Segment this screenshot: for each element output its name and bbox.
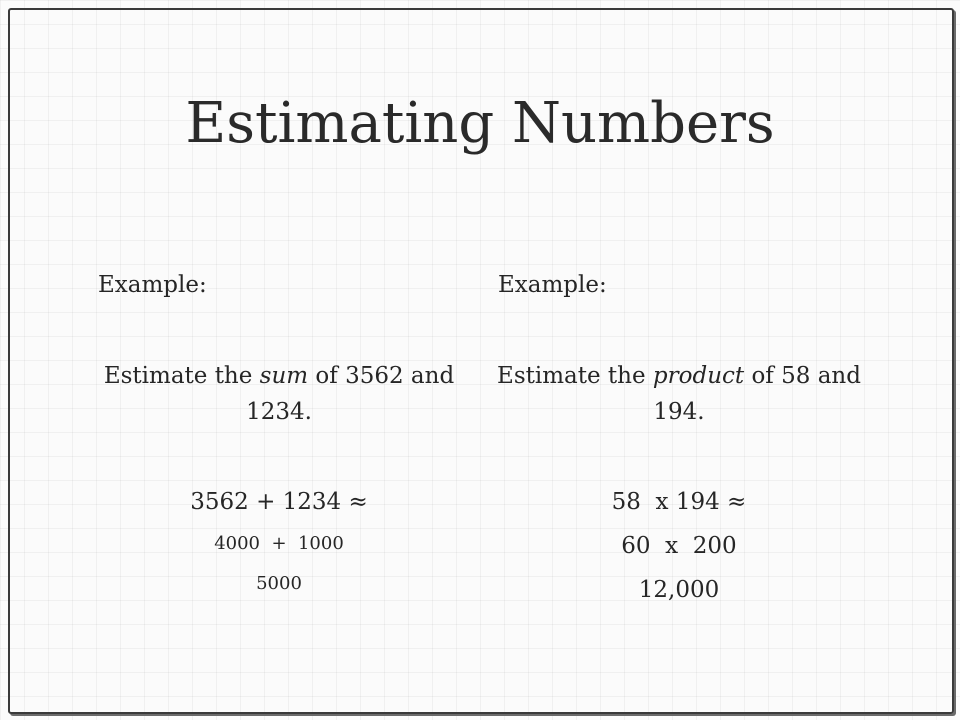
- right-example-column: [494, 268, 864, 612]
- right-example-work: [494, 480, 864, 612]
- left-example-column: [94, 268, 464, 604]
- right-prompt-end: of 58 and 194.: [653, 363, 861, 425]
- right-work-line-2: 60 x 200: [621, 533, 737, 559]
- right-example-prompt: [494, 358, 864, 430]
- left-example-work: [94, 480, 464, 604]
- left-example-prompt: [94, 358, 464, 430]
- left-example-label: Example:: [98, 272, 207, 298]
- right-prompt-emphasis: product: [652, 363, 745, 389]
- left-prompt-emphasis: sum: [259, 363, 309, 389]
- right-work-line-3: 12,000: [638, 577, 720, 603]
- right-prompt-start: Estimate the: [497, 363, 653, 389]
- right-example-label: Example:: [498, 272, 607, 298]
- left-work-line-2: 4000 + 1000: [214, 533, 344, 554]
- left-work-line-3: 5000: [256, 573, 302, 594]
- right-work-line-1: 58 x 194 ≈: [611, 489, 747, 515]
- left-prompt-end: of 3562 and 1234.: [246, 363, 455, 425]
- left-work-line-1: 3562 + 1234 ≈: [190, 489, 368, 515]
- left-prompt-start: Estimate the: [103, 363, 260, 389]
- slide-title: Estimating Numbers: [185, 91, 775, 156]
